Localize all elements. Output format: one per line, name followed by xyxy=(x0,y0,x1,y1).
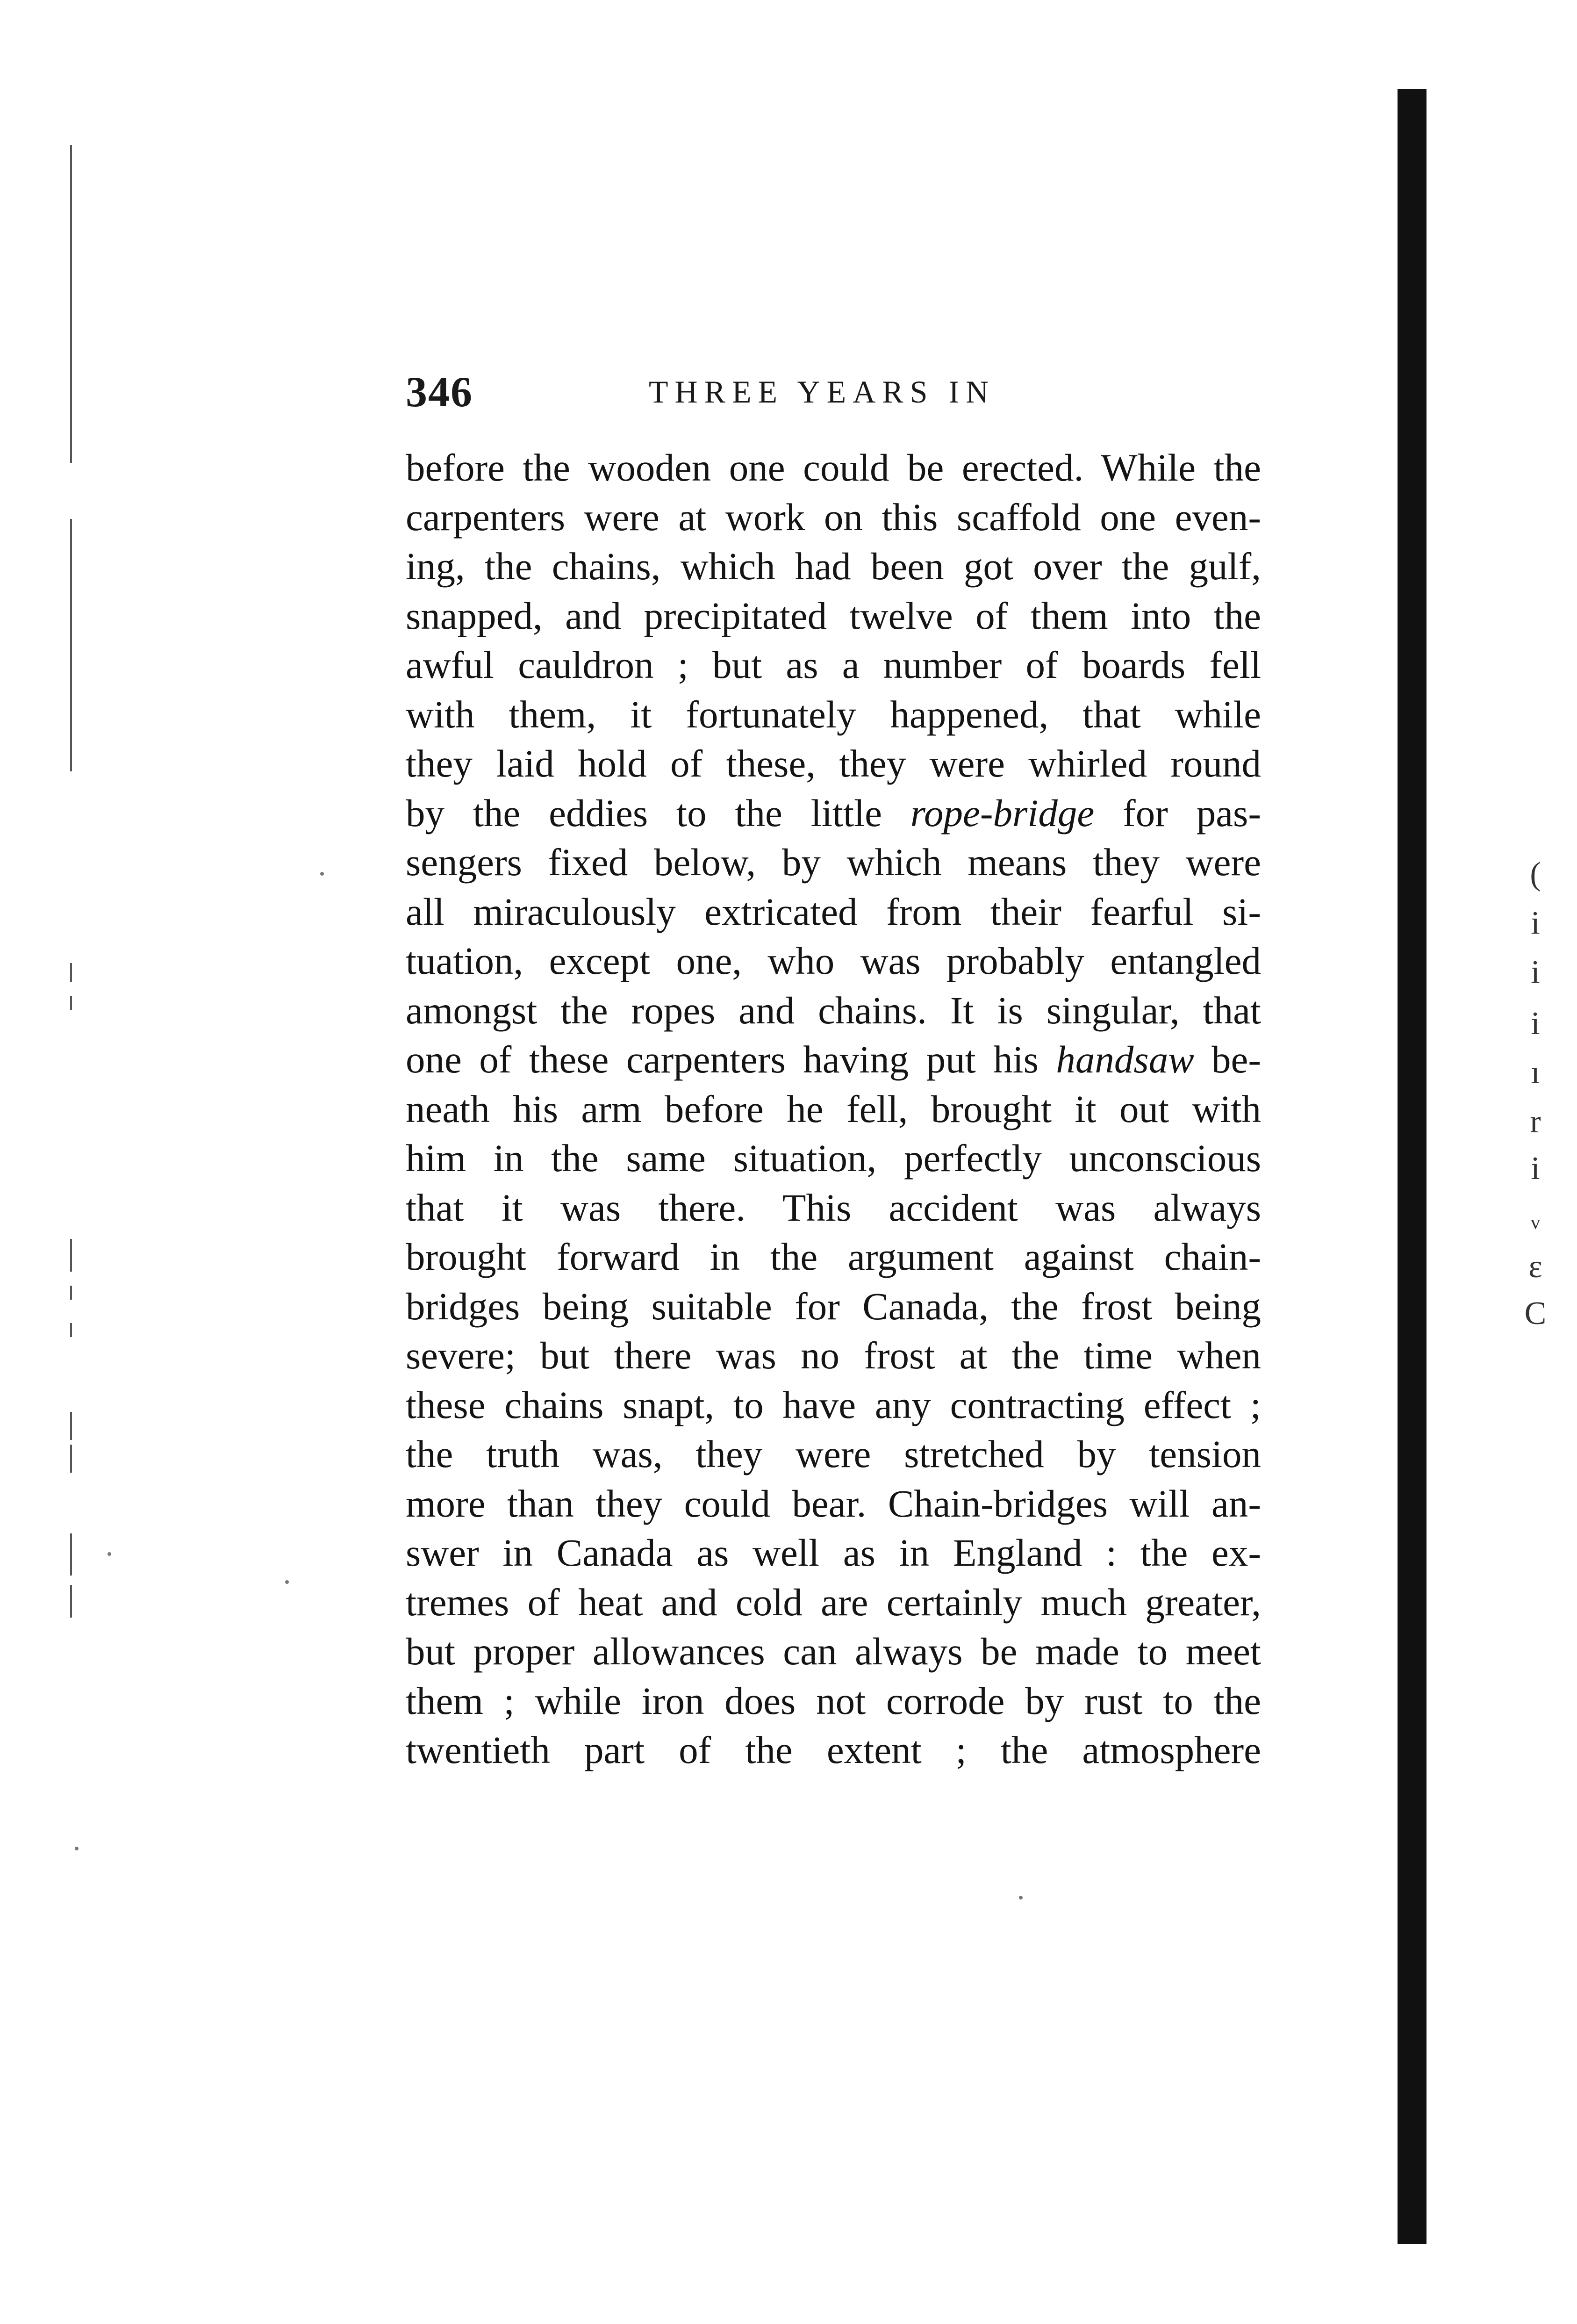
text-line: them ; while iron does not corrode by rust to the xyxy=(406,1679,1261,1722)
text-line: brought forward in the argument against chain- xyxy=(406,1235,1261,1278)
text-line: swer in Canada as well as in England : the ex- xyxy=(406,1531,1261,1574)
bleed-glyph: ( xyxy=(1530,856,1541,892)
bleed-glyph: ı xyxy=(1531,1055,1540,1091)
text-line: neath his arm before he fell, brought it out with xyxy=(406,1087,1261,1130)
text-line: awful cauldron ; but as a number of boards fell xyxy=(406,643,1261,686)
scan-speck xyxy=(285,1580,289,1584)
bleed-glyph: i xyxy=(1531,1006,1540,1042)
running-title: THREE YEARS IN xyxy=(649,374,996,410)
running-head xyxy=(406,367,1266,418)
scan-speck xyxy=(320,872,324,876)
text-line: tuation, except one, who was probably entangled xyxy=(406,939,1261,982)
scan-speck xyxy=(75,1847,79,1850)
text-line: snapped, and precipitated twelve of them into the xyxy=(406,594,1261,637)
bleed-glyph: i xyxy=(1531,905,1540,941)
bleed-glyph: i xyxy=(1531,1151,1540,1187)
text-line: they laid hold of these, they were whirled round xyxy=(406,742,1261,785)
scan-speck xyxy=(108,1552,111,1556)
text-line: more than they could bear. Chain-bridges will an- xyxy=(406,1482,1261,1525)
text-line: all miraculously extricated from their fearful si- xyxy=(406,890,1261,933)
text-line: carpenters were at work on this scaffold one even- xyxy=(406,495,1261,539)
text-line: but proper allowances can always be made to meet xyxy=(406,1630,1261,1673)
text-line: severe; but there was no frost at the time when xyxy=(406,1334,1261,1377)
bleed-glyph: ᵥ xyxy=(1530,1197,1541,1233)
text-line: ing, the chains, which had been got over the gulf, xyxy=(406,545,1261,588)
italic-phrase: rope-bridge xyxy=(910,791,1095,835)
scan-edge-marks xyxy=(70,108,89,2211)
text-line: amongst the ropes and chains. It is singular, that xyxy=(406,988,1261,1032)
scan-speck xyxy=(1019,1896,1023,1899)
text-line: the truth was, they were stretched by tension xyxy=(406,1432,1261,1475)
text-line: twentieth part of the extent ; the atmosphere xyxy=(406,1728,1261,1771)
bleed-glyph: ε xyxy=(1528,1249,1542,1285)
italic-phrase: handsaw xyxy=(1056,1038,1194,1081)
text-line: tremes of heat and cold are certainly much greater, xyxy=(406,1580,1261,1624)
text-line: him in the same situation, perfectly unconscious xyxy=(406,1137,1261,1180)
binding-shadow xyxy=(1398,89,1426,2244)
page-number: 346 xyxy=(406,368,473,416)
text-line: before the wooden one could be erected. While the xyxy=(406,446,1261,489)
text-line: with them, it fortunately happened, that while xyxy=(406,692,1261,736)
text-line: these chains snapt, to have any contracting effect ; xyxy=(406,1383,1261,1426)
bleed-glyph: C xyxy=(1524,1295,1547,1331)
text-line: that it was there. This accident was always xyxy=(406,1186,1261,1229)
text-line: bridges being suitable for Canada, the frost being xyxy=(406,1284,1261,1328)
bleed-glyph: r xyxy=(1530,1104,1541,1140)
body-paragraph xyxy=(406,443,1261,1775)
bleed-glyph: i xyxy=(1531,954,1540,990)
text-line: sengers fixed below, by which means they were xyxy=(406,841,1261,884)
text-line: by the eddies to the little rope-bridge for pas- xyxy=(406,791,1261,835)
text-line: one of these carpenters having put his handsaw be- xyxy=(406,1038,1261,1081)
